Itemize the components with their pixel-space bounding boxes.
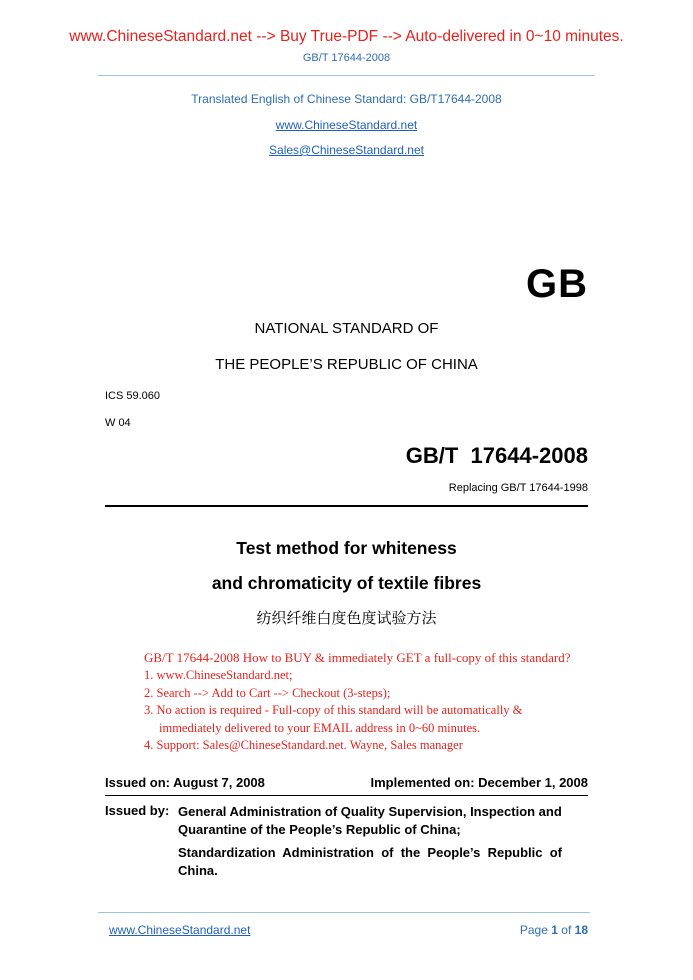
title-line2: and chromaticity of textile fibres <box>211 573 482 593</box>
dates-divider <box>105 795 588 796</box>
site-link[interactable]: www.ChineseStandard.net <box>275 118 418 132</box>
header-doc-code: GB/T 17644-2008 <box>302 52 391 64</box>
number-divider <box>105 505 588 507</box>
promo-list <box>144 667 574 755</box>
implemented-on: Implemented on: December 1, 2008 <box>370 775 588 790</box>
issued-by-label: Issued by: <box>105 803 170 818</box>
gb-logo: GB <box>526 262 588 306</box>
email-link[interactable]: Sales@ChineseStandard.net <box>269 143 424 157</box>
promo-item: immediately delivered to your EMAIL address in 0~60 minutes. <box>159 720 481 735</box>
promo-item: 4. Support: Sales@ChineseStandard.net. Wayne, Sales manager <box>144 738 463 752</box>
page-total: 18 <box>574 923 588 937</box>
standard-number: GB/T 17644-2008 <box>405 443 588 468</box>
national-standard-line2: THE PEOPLE’S REPUBLIC OF CHINA <box>215 356 478 373</box>
replacing-note: Replacing GB/T 17644-1998 <box>448 482 588 494</box>
issuer-org1-line2: Quarantine of the People’s Republic of China; <box>178 822 461 837</box>
issuer-org1-line1: General Administration of Quality Supervision, Inspection and <box>178 804 562 819</box>
issuer-org2-line1: Standardization Administration of the People’s Republic of <box>178 845 563 860</box>
translated-notice: Translated English of Chinese Standard: GB/T17644-2008 <box>191 92 502 106</box>
title-line1: Test method for whiteness <box>236 538 457 558</box>
promo-item[interactable]: 1. www.ChineseStandard.net; <box>144 668 293 682</box>
page-of: of <box>561 923 572 937</box>
issuer-org2 <box>178 844 588 880</box>
issuer-org1 <box>178 803 588 839</box>
title-chinese: 纺织纤维白度色度试验方法 <box>256 609 437 627</box>
national-standard-line1: NATIONAL STANDARD OF <box>254 320 439 337</box>
issued-on: Issued on: August 7, 2008 <box>105 775 265 790</box>
w-code: W 04 <box>105 417 131 429</box>
footer-divider <box>98 912 590 913</box>
header-divider <box>98 75 595 76</box>
page-indicator <box>520 923 588 937</box>
promo-title: GB/T 17644-2008 How to BUY & immediately GET a full-copy of this standard? <box>144 650 571 665</box>
page-current: 1 <box>551 923 558 937</box>
page-label: Page <box>519 923 548 937</box>
ics-code: ICS 59.060 <box>105 390 161 402</box>
header-banner[interactable]: www.ChineseStandard.net --> Buy True-PDF --> Auto-delivered in 0~10 minutes. <box>69 28 624 45</box>
issuer-org2-line2: China. <box>178 863 218 878</box>
promo-item: 3. No action is required - Full-copy of this standard will be automatically & <box>144 703 523 717</box>
promo-item: 2. Search --> Add to Cart --> Checkout (3-steps); <box>144 685 391 700</box>
footer-site-link[interactable]: www.ChineseStandard.net <box>109 923 251 937</box>
